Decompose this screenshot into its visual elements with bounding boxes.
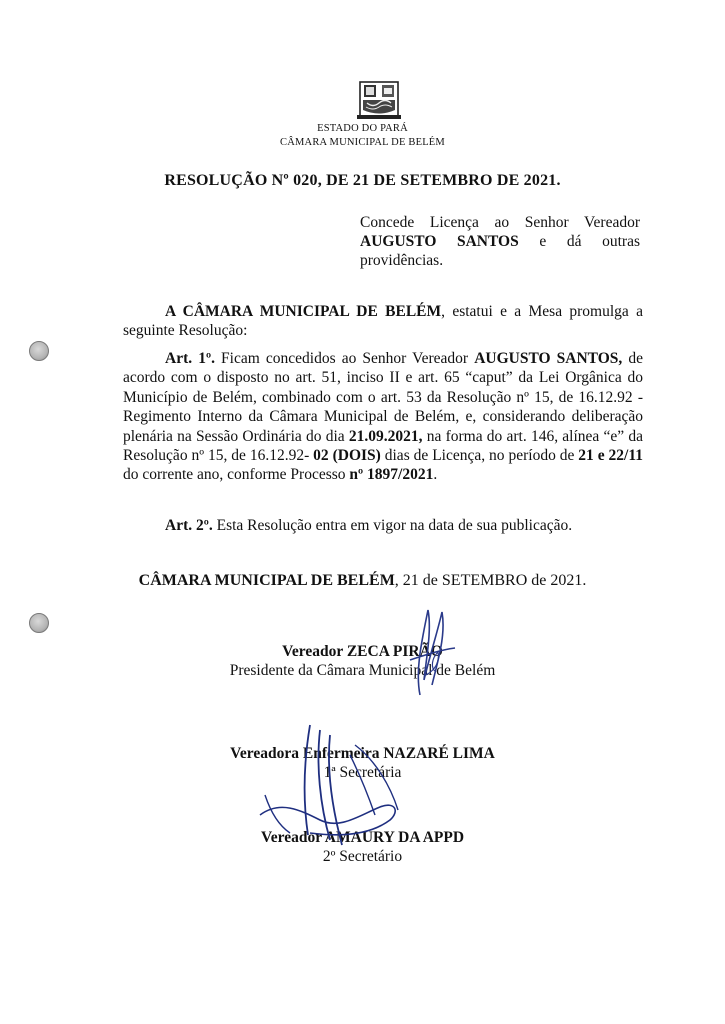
art1-bold: 02 (DOIS) xyxy=(313,447,381,465)
art1-bold: nº 1897/2021 xyxy=(349,466,434,484)
punch-hole xyxy=(29,613,49,633)
signatory-name: Vereadora Enfermeira NAZARÉ LIMA xyxy=(230,745,495,762)
signature-block xyxy=(0,642,725,680)
signatory-name: Vereador AMAURY DA APPD xyxy=(260,829,465,846)
art1-text: Ficam concedidos ao Senhor Vereador xyxy=(214,350,475,367)
signature-block xyxy=(0,828,725,866)
coat-of-arms-emblem xyxy=(357,80,401,120)
closing-line xyxy=(0,572,725,590)
resolution-title: RESOLUÇÃO Nº 020, DE 21 DE SETEMBRO DE 2021. xyxy=(164,172,561,189)
ementa-prefix: Concede Licença ao Senhor Vereador xyxy=(360,214,640,231)
preamble-bold: A CÂMARA MUNICIPAL DE BELÉM xyxy=(165,303,442,320)
ementa-name: AUGUSTO SANTOS xyxy=(360,233,519,250)
article-1 xyxy=(123,349,643,485)
ementa-suffix: e dá outras providências. xyxy=(360,233,641,269)
ementa xyxy=(360,213,640,270)
art1-bold: AUGUSTO SANTOS, xyxy=(474,350,623,367)
header-chamber: CÂMARA MUNICIPAL DE BELÉM xyxy=(280,137,445,148)
art1-text: de acordo com o disposto no art. 51, inciso II e art. 65 “caput” da Lei Orgânica do Município de Belém, combinado com o art. 53 da Resolução nº 15, de 16.12.92 - Regimento Interno da Câmara Municipal de Belém, e, considerando deliberação plenária na Sessão Ordinária do dia xyxy=(123,350,644,445)
art2-text: Esta Resolução entra em vigor na data de sua publicação. xyxy=(212,517,573,534)
art2-label: Art. 2º. xyxy=(165,517,213,534)
signatory-role: 1ª Secretária xyxy=(323,764,402,781)
art1-text: . xyxy=(433,466,438,484)
signature-block xyxy=(0,744,725,782)
art1-text: dias de Licença, no período de xyxy=(380,447,579,465)
art1-label: Art. 1º. xyxy=(165,350,215,367)
art1-bold: 21 e 22/11 xyxy=(578,447,643,465)
closing-rest: , 21 de SETEMBRO de 2021. xyxy=(394,572,587,589)
preamble xyxy=(123,302,643,341)
closing-bold: CÂMARA MUNICIPAL DE BELÉM xyxy=(138,572,395,589)
signatory-role: 2º Secretário xyxy=(322,848,403,865)
signatory-name: Vereador ZECA PIRÃO xyxy=(282,643,443,660)
art1-text: na forma do art. 146, alínea “e” da Resolução nº 15, de 16.12.92- xyxy=(123,427,643,465)
art1-bold: 21.09.2021, xyxy=(348,427,423,445)
article-2 xyxy=(123,516,643,535)
punch-hole xyxy=(29,341,49,361)
header-state: ESTADO DO PARÁ xyxy=(317,123,408,134)
preamble-rest: , estatui e a Mesa promulga a seguinte Resolução: xyxy=(123,303,643,340)
art1-text: do corrente ano, conforme Processo xyxy=(123,466,350,484)
signatory-role: Presidente da Câmara Municipal de Belém xyxy=(229,662,496,679)
